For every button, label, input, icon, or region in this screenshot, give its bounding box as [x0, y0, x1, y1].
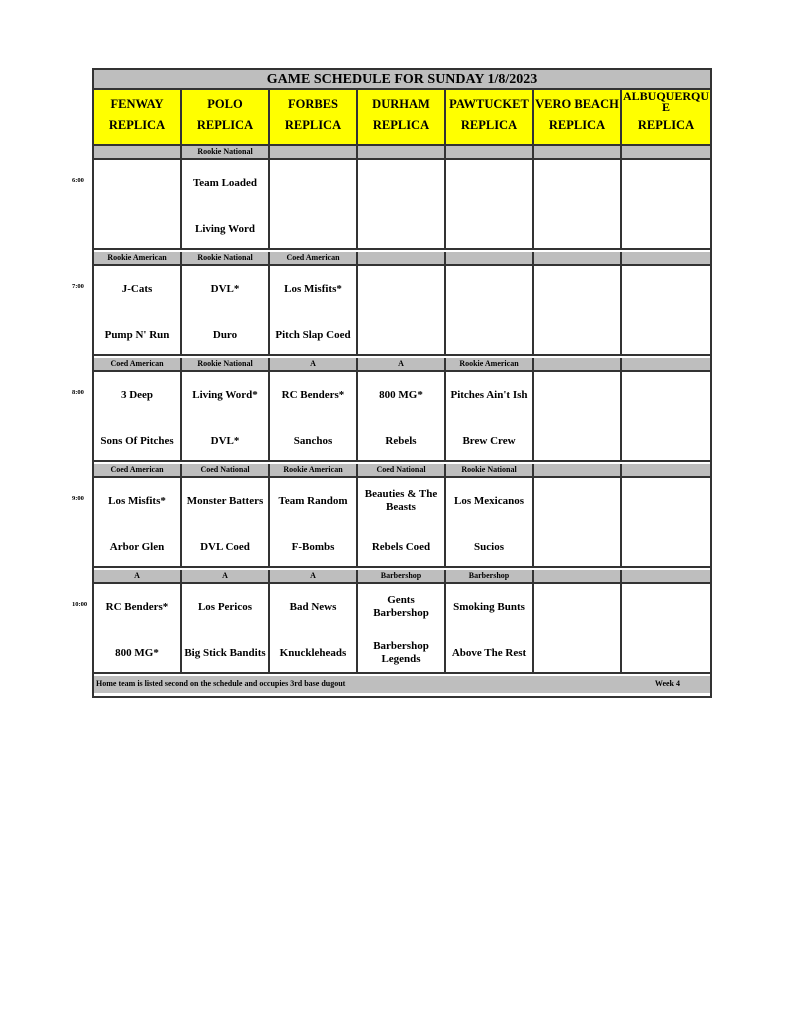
division-label: A [182, 570, 270, 582]
division-label: Coed American [94, 464, 182, 476]
field-name: VERO BEACH [535, 97, 619, 111]
division-label: A [270, 570, 358, 582]
home-team [536, 321, 618, 349]
game-cell [534, 584, 622, 672]
field-name: FENWAY [110, 97, 164, 111]
home-team [536, 215, 618, 243]
division-label [446, 252, 534, 264]
schedule-sheet [92, 68, 712, 698]
game-cell [358, 584, 446, 672]
home-team [624, 533, 708, 561]
field-name: ALBUQUERQUE [622, 89, 709, 114]
game-cell [94, 584, 182, 672]
home-team [624, 215, 708, 243]
field-header-row [94, 90, 710, 146]
home-team [624, 427, 708, 455]
away-team [624, 169, 708, 197]
game-cell [446, 372, 534, 460]
division-label [358, 146, 446, 158]
game-cell [270, 160, 358, 248]
time-label: 6:00 [72, 177, 84, 184]
time-label: 7:00 [72, 283, 84, 290]
field-subtitle: REPLICA [637, 118, 695, 132]
home-team: Sanchos [293, 434, 333, 447]
time-slot-row [94, 584, 710, 674]
home-team [448, 321, 530, 349]
home-team: DVL Coed [200, 540, 250, 553]
division-label: Coed National [358, 464, 446, 476]
game-cell [534, 478, 622, 566]
home-team [360, 215, 442, 243]
home-team-note: Home team is listed second on the schedule and occupies 3rd base dugout [96, 679, 346, 688]
division-label [534, 146, 622, 158]
away-team [624, 275, 708, 303]
footer-row [94, 676, 710, 693]
away-team: Team Random [278, 494, 348, 507]
division-row [94, 146, 710, 160]
division-label [534, 358, 622, 370]
division-label: A [94, 570, 182, 582]
home-team: Rebels Coed [371, 540, 431, 553]
division-label: Barbershop [358, 570, 446, 582]
field-header [94, 90, 182, 144]
division-label [622, 252, 710, 264]
time-label: 8:00 [72, 389, 84, 396]
away-team [536, 169, 618, 197]
game-cell [358, 266, 446, 354]
game-cell [446, 584, 534, 672]
field-name: POLO [207, 97, 243, 111]
game-cell [534, 160, 622, 248]
home-team [536, 533, 618, 561]
game-cell [94, 372, 182, 460]
division-label [622, 570, 710, 582]
field-subtitle: REPLICA [372, 118, 430, 132]
home-team: Pitch Slap Coed [275, 328, 351, 341]
time-label: 10:00 [72, 601, 88, 608]
away-team: Pitches Ain't Ish [450, 388, 528, 401]
field-name: PAWTUCKET [449, 97, 529, 111]
away-team: J-Cats [121, 282, 153, 295]
away-team: Beauties & The Beasts [364, 488, 438, 513]
division-label: Coed American [270, 252, 358, 264]
field-header [446, 90, 534, 144]
field-header [622, 90, 710, 144]
field-subtitle: REPLICA [108, 118, 166, 132]
home-team [448, 215, 530, 243]
home-team [536, 639, 618, 667]
away-team: 800 MG* [379, 388, 423, 401]
division-label [270, 146, 358, 158]
away-team [96, 169, 178, 197]
away-team [536, 487, 618, 515]
division-label [622, 358, 710, 370]
home-team [536, 427, 618, 455]
division-label: Rookie American [270, 464, 358, 476]
time-slot-row [94, 372, 710, 462]
home-team: DVL* [210, 434, 240, 447]
schedule-title: GAME SCHEDULE FOR SUNDAY 1/8/2023 [94, 70, 710, 90]
game-cell [622, 160, 710, 248]
division-label: Rookie National [182, 146, 270, 158]
away-team: Smoking Bunts [453, 600, 525, 613]
game-cell [270, 478, 358, 566]
game-cell [622, 584, 710, 672]
away-team: Los Misfits* [108, 494, 166, 507]
away-team: Team Loaded [192, 176, 258, 189]
field-subtitle: REPLICA [284, 118, 342, 132]
away-team: Gents Barbershop [373, 594, 429, 619]
game-cell [358, 160, 446, 248]
home-team: Pump N' Run [104, 328, 170, 341]
away-team: Living Word* [192, 388, 258, 401]
away-team [624, 381, 708, 409]
home-team: Knuckleheads [279, 646, 347, 659]
game-cell [94, 266, 182, 354]
division-label: Rookie National [446, 464, 534, 476]
division-label: Barbershop [446, 570, 534, 582]
home-team: Barbershop Legends [373, 640, 429, 665]
away-team: Los Pericos [197, 600, 253, 613]
field-subtitle: REPLICA [196, 118, 254, 132]
field-header [534, 90, 622, 144]
home-team: Sons Of Pitches [100, 434, 174, 447]
field-subtitle: REPLICA [460, 118, 518, 132]
game-cell [182, 372, 270, 460]
away-team [536, 275, 618, 303]
home-team: Sucios [474, 540, 504, 553]
away-team [536, 593, 618, 621]
home-team: Arbor Glen [109, 540, 165, 553]
game-cell [270, 584, 358, 672]
home-team: 800 MG* [115, 646, 159, 659]
away-team [360, 275, 442, 303]
time-slot-row [94, 266, 710, 356]
game-cell [270, 266, 358, 354]
game-cell [94, 478, 182, 566]
time-slot-row [94, 478, 710, 568]
division-row [94, 252, 710, 266]
home-team: F-Bombs [291, 540, 335, 553]
away-team [536, 381, 618, 409]
time-label: 9:00 [72, 495, 84, 502]
away-team [360, 169, 442, 197]
game-cell [182, 160, 270, 248]
division-label [622, 464, 710, 476]
game-cell [182, 584, 270, 672]
home-team [96, 215, 178, 243]
division-label [622, 146, 710, 158]
game-cell [622, 372, 710, 460]
home-team [272, 215, 354, 243]
game-cell [534, 372, 622, 460]
division-label: Rookie National [182, 358, 270, 370]
home-team [624, 639, 708, 667]
game-cell [446, 478, 534, 566]
division-row [94, 358, 710, 372]
game-cell [622, 478, 710, 566]
away-team: DVL* [210, 282, 240, 295]
division-label: Rookie American [94, 252, 182, 264]
home-team: Duro [212, 328, 238, 341]
away-team: Monster Batters [186, 494, 264, 507]
home-team: Big Stick Bandits [184, 646, 266, 659]
week-label: Week 4 [654, 679, 680, 688]
game-cell [446, 266, 534, 354]
game-cell [622, 266, 710, 354]
time-slot-row [94, 160, 710, 250]
field-name: FORBES [287, 97, 338, 111]
division-label [446, 146, 534, 158]
division-label: Rookie American [446, 358, 534, 370]
home-team: Rebels [385, 434, 417, 447]
game-cell [358, 478, 446, 566]
game-cell [270, 372, 358, 460]
division-label [534, 570, 622, 582]
game-cell [446, 160, 534, 248]
division-label: A [270, 358, 358, 370]
game-cell [182, 266, 270, 354]
field-subtitle: REPLICA [548, 118, 606, 132]
game-cell [182, 478, 270, 566]
division-label: Coed American [94, 358, 182, 370]
away-team: RC Benders* [105, 600, 169, 613]
home-team: Brew Crew [462, 434, 516, 447]
away-team: Los Misfits* [284, 282, 342, 295]
away-team [448, 169, 530, 197]
field-header [358, 90, 446, 144]
home-team: Above The Rest [451, 646, 527, 659]
division-label [358, 252, 446, 264]
division-label [534, 252, 622, 264]
division-label: Rookie National [182, 252, 270, 264]
away-team: Los Mexicanos [454, 494, 524, 507]
field-header [270, 90, 358, 144]
away-team [624, 593, 708, 621]
division-label [94, 146, 182, 158]
game-cell [534, 266, 622, 354]
away-team: Bad News [289, 600, 337, 613]
game-cell [358, 372, 446, 460]
division-label [534, 464, 622, 476]
home-team [624, 321, 708, 349]
away-team: RC Benders* [281, 388, 345, 401]
away-team [448, 275, 530, 303]
division-label: A [358, 358, 446, 370]
away-team: 3 Deep [120, 388, 154, 401]
home-team: Living Word [194, 222, 255, 235]
field-header [182, 90, 270, 144]
division-label: Coed National [182, 464, 270, 476]
away-team [272, 169, 354, 197]
home-team [360, 321, 442, 349]
field-name: DURHAM [372, 97, 430, 111]
game-cell [94, 160, 182, 248]
away-team [624, 487, 708, 515]
division-row [94, 464, 710, 478]
division-row [94, 570, 710, 584]
